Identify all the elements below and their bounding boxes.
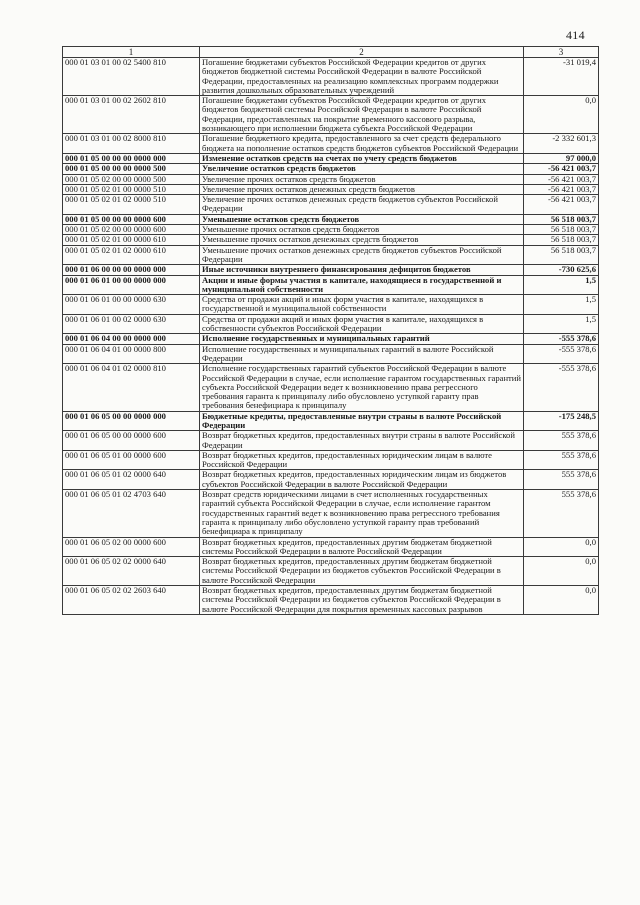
row-code: 000 01 03 01 00 02 8000 810 [63,134,200,154]
row-amount: -31 019,4 [524,58,599,96]
row-name: Погашение бюджетами субъектов Российской Федерации кредитов от других бюджетов бюджетной системы Российской Федерации в валюте Российской Федерации, предоставленных на реализацию комплексных программ поддержки развития дошкольных образовательных учреждений [200,58,524,96]
row-amount: -730 625,6 [524,265,599,275]
table-row [63,225,599,235]
row-amount: 97 000,0 [524,153,599,163]
table-row [63,586,599,615]
row-amount: -175 248,5 [524,411,599,431]
row-amount: -56 421 003,7 [524,195,599,215]
column-header-name: 2 [200,47,524,58]
row-code: 000 01 06 01 00 00 0000 630 [63,295,200,315]
table-row [63,174,599,184]
row-code: 000 01 06 05 02 00 0000 600 [63,537,200,557]
table-row [63,195,599,215]
row-name: Уменьшение остатков средств бюджетов [200,214,524,224]
row-code: 000 01 05 02 00 00 0000 600 [63,225,200,235]
table-row [63,490,599,537]
table-row [63,344,599,364]
row-amount: -56 421 003,7 [524,174,599,184]
row-code: 000 01 05 00 00 00 0000 500 [63,164,200,174]
row-code: 000 01 06 01 00 00 0000 000 [63,275,200,295]
row-name: Акции и иные формы участия в капитале, находящиеся в государственной и муниципальной собственности [200,275,524,295]
row-amount: 555 378,6 [524,431,599,451]
row-amount: 0,0 [524,537,599,557]
row-amount: 1,5 [524,314,599,334]
row-name: Погашение бюджетного кредита, предоставленного за счет средств федерального бюджета на пополнение остатков средств бюджетов субъектов Российской Федерации [200,134,524,154]
row-code: 000 01 05 02 01 00 0000 610 [63,235,200,245]
row-name: Увеличение прочих остатков средств бюджетов [200,174,524,184]
row-name: Исполнение государственных и муниципальных гарантий [200,334,524,344]
row-name: Уменьшение прочих остатков денежных средств бюджетов субъектов Российской Федерации [200,245,524,265]
row-name: Возврат бюджетных кредитов, предоставленных другим бюджетам бюджетной системы Российской Федерации из бюджетов субъектов Российской Федерации в валюте Российской Федерации [200,557,524,586]
row-name: Уменьшение прочих остатков денежных средств бюджетов [200,235,524,245]
budget-sources-table [62,46,599,615]
row-code: 000 01 06 05 02 02 2603 640 [63,586,200,615]
row-name: Исполнение государственных и муниципальных гарантий в валюте Российской Федерации [200,344,524,364]
row-code: 000 01 03 01 00 02 5400 810 [63,58,200,96]
row-code: 000 01 06 05 01 00 0000 600 [63,450,200,470]
column-header-amount: 3 [524,47,599,58]
table-row [63,364,599,411]
row-code: 000 01 05 02 00 00 0000 500 [63,174,200,184]
row-amount: -555 378,6 [524,364,599,411]
row-amount: 0,0 [524,586,599,615]
row-amount: 56 518 003,7 [524,235,599,245]
table-row [63,334,599,344]
row-code: 000 01 05 02 01 02 0000 610 [63,245,200,265]
table-row [63,164,599,174]
row-code: 000 01 03 01 00 02 2602 810 [63,96,200,134]
table-row [63,470,599,490]
table-row [63,537,599,557]
table-row [63,96,599,134]
row-code: 000 01 05 02 01 02 0000 510 [63,195,200,215]
row-name: Увеличение остатков средств бюджетов [200,164,524,174]
row-amount: 0,0 [524,96,599,134]
row-code: 000 01 06 00 00 00 0000 000 [63,265,200,275]
table-header-row [63,47,599,58]
table-body [63,58,599,615]
row-code: 000 01 06 05 02 02 0000 640 [63,557,200,586]
row-name: Увеличение прочих остатков денежных средств бюджетов субъектов Российской Федерации [200,195,524,215]
row-amount: 555 378,6 [524,470,599,490]
row-code: 000 01 06 05 00 00 0000 000 [63,411,200,431]
row-name: Иные источники внутреннего финансирования дефицитов бюджетов [200,265,524,275]
row-code: 000 01 06 05 01 02 0000 640 [63,470,200,490]
row-amount: -555 378,6 [524,334,599,344]
row-amount: 555 378,6 [524,450,599,470]
row-code: 000 01 06 04 01 00 0000 800 [63,344,200,364]
row-name: Средства от продажи акций и иных форм участия в капитале, находящихся в государственной и муниципальной собственности [200,295,524,315]
row-amount: -56 421 003,7 [524,164,599,174]
row-name: Возврат бюджетных кредитов, предоставленных другим бюджетам бюджетной системы Российской Федерации из бюджетов субъектов Российской Федерации в валюте Российской Федерации для покрытия временных кассовых разрывов [200,586,524,615]
row-name: Возврат средств юридическими лицами в счет исполненных государственных гарантий субъекта Российской Федерации в случае, если исполнение гарантом государственных гарантий ведет к возникновению права регрессного требования гаранта к принципалу либо обусловлено уступкой гаранту прав требований бенефициара к принципалу [200,490,524,537]
table-row [63,314,599,334]
row-code: 000 01 06 04 01 02 0000 810 [63,364,200,411]
row-code: 000 01 06 04 00 00 0000 000 [63,334,200,344]
row-name: Изменение остатков средств на счетах по учету средств бюджетов [200,153,524,163]
row-amount: -555 378,6 [524,344,599,364]
row-code: 000 01 05 02 01 00 0000 510 [63,184,200,194]
row-name: Возврат бюджетных кредитов, предоставленных юридическим лицам в валюте Российской Федерации [200,450,524,470]
table-row [63,295,599,315]
table-row [63,245,599,265]
table-row [63,134,599,154]
row-name: Возврат бюджетных кредитов, предоставленных внутри страны в валюте Российской Федерации [200,431,524,451]
row-amount: -56 421 003,7 [524,184,599,194]
column-header-code: 1 [63,47,200,58]
row-code: 000 01 06 05 00 00 0000 600 [63,431,200,451]
row-name: Уменьшение прочих остатков средств бюджетов [200,225,524,235]
row-name: Погашение бюджетами субъектов Российской Федерации кредитов от других бюджетов бюджетной системы Российской Федерации в валюте Российской Федерации, предоставленных на покрытие временного кассового разрыва, возникающего при исполнении бюджета субъекта Российской Федерации [200,96,524,134]
row-name: Возврат бюджетных кредитов, предоставленных юридическим лицам из бюджетов субъектов Российской Федерации в валюте Российской Федерации [200,470,524,490]
table-row [63,411,599,431]
table-row [63,557,599,586]
row-amount: 56 518 003,7 [524,245,599,265]
row-amount: 1,5 [524,295,599,315]
table-row [63,275,599,295]
table-row [63,58,599,96]
row-code: 000 01 05 00 00 00 0000 600 [63,214,200,224]
row-code: 000 01 05 00 00 00 0000 000 [63,153,200,163]
row-name: Исполнение государственных гарантий субъектов Российской Федерации в валюте Российской Федерации в случае, если исполнение гарантом государственных гарантий субъекта Российской Федерации ведет к возникновению права регрессного требования гаранта к принципалу либо обусловлено уступкой гаранту прав требования бенефициара к принципалу [200,364,524,411]
row-code: 000 01 06 05 01 02 4703 640 [63,490,200,537]
table-row [63,153,599,163]
row-name: Бюджетные кредиты, предоставленные внутри страны в валюте Российской Федерации [200,411,524,431]
table-row [63,184,599,194]
row-amount: 555 378,6 [524,490,599,537]
table-row [63,265,599,275]
row-amount: -2 332 601,3 [524,134,599,154]
row-amount: 56 518 003,7 [524,225,599,235]
table-row [63,235,599,245]
row-amount: 1,5 [524,275,599,295]
row-code: 000 01 06 01 00 02 0000 630 [63,314,200,334]
table-row [63,450,599,470]
row-name: Средства от продажи акций и иных форм участия в капитале, находящихся в собственности субъектов Российской Федерации [200,314,524,334]
row-amount: 0,0 [524,557,599,586]
page-number: 414 [566,28,585,42]
row-name: Возврат бюджетных кредитов, предоставленных другим бюджетам бюджетной системы Российской Федерации в валюте Российской Федерации [200,537,524,557]
table-row [63,431,599,451]
row-name: Увеличение прочих остатков денежных средств бюджетов [200,184,524,194]
table-row [63,214,599,224]
row-amount: 56 518 003,7 [524,214,599,224]
